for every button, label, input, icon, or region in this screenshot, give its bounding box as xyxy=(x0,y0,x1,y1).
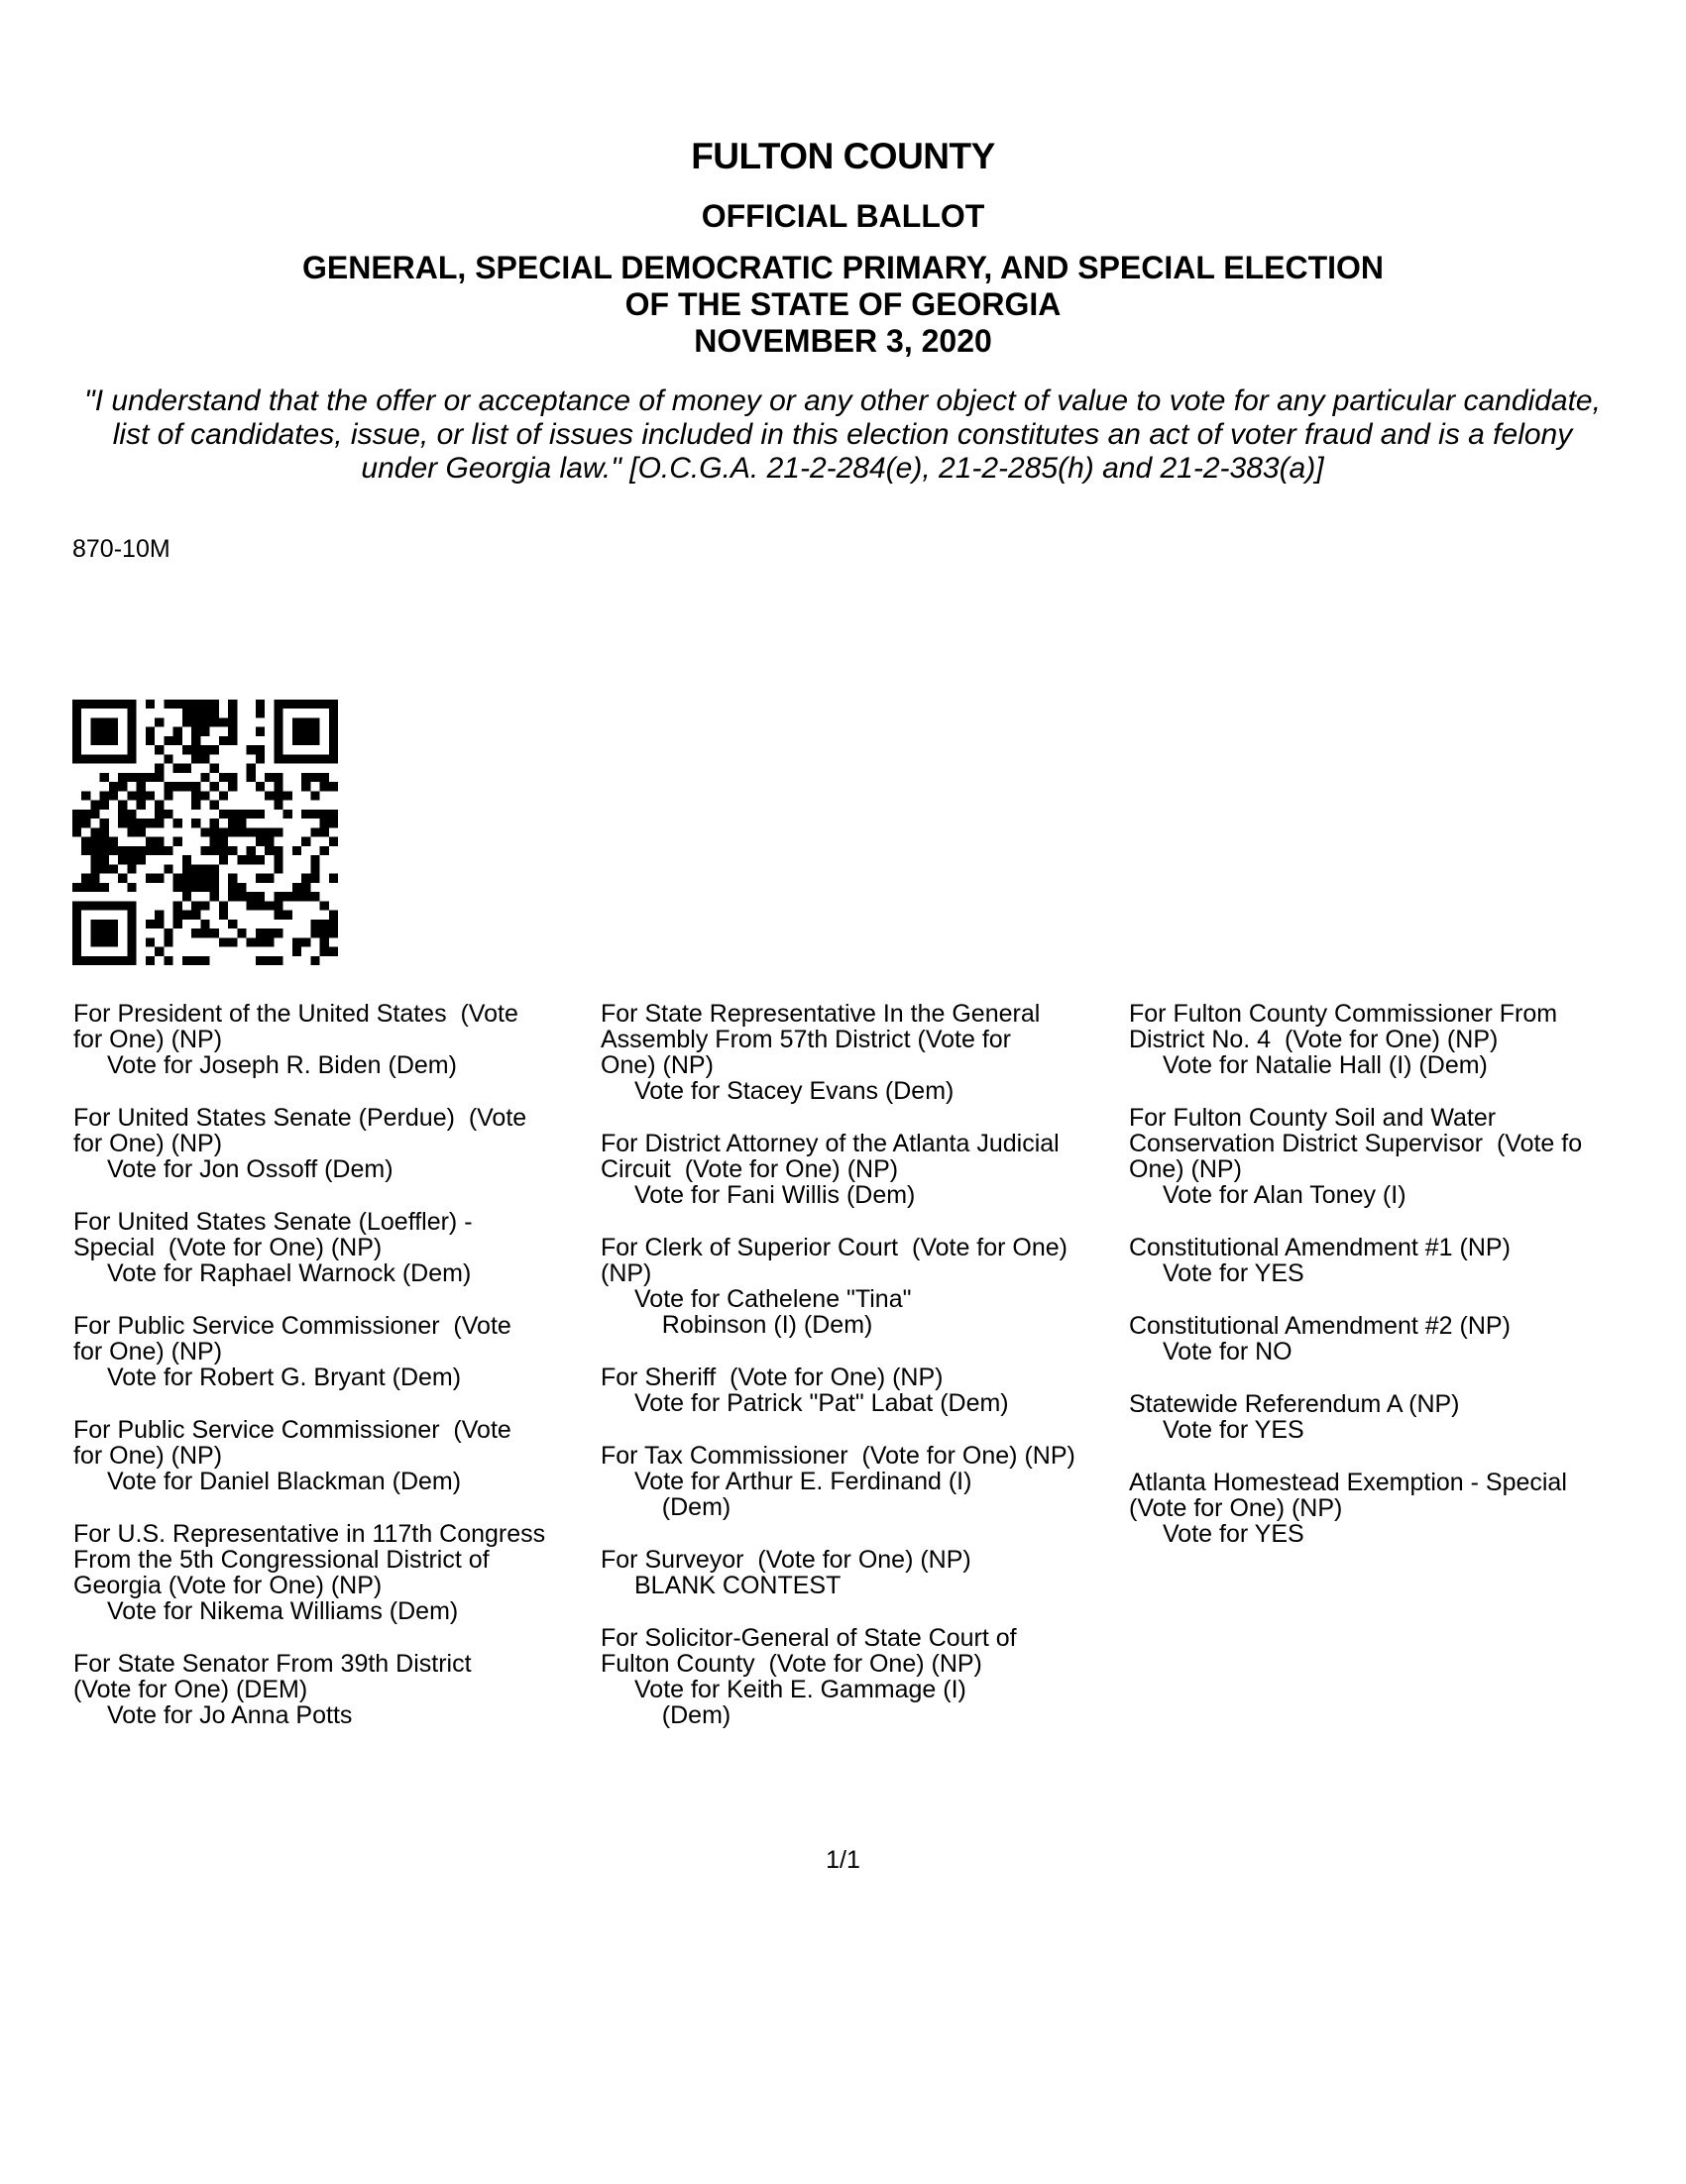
contest-column-3 xyxy=(1129,1001,1679,1574)
contest-title: For Clerk of Superior Court (Vote for One) (NP) xyxy=(601,1234,1068,1287)
contest-choice: Vote for Arthur E. Ferdinand (I) (Dem) xyxy=(634,1468,972,1521)
ballot-code: 870-10M xyxy=(72,535,170,563)
contest-choice: Vote for Cathelene "Tina" Robinson (I) (Dem) xyxy=(634,1285,912,1339)
contest-choice: Vote for Keith E. Gammage (I) (Dem) xyxy=(634,1676,966,1729)
contest-choice: Vote for Patrick "Pat" Labat (Dem) xyxy=(634,1389,1009,1417)
contest xyxy=(73,1001,589,1078)
contest-choice: Vote for NO xyxy=(1163,1338,1293,1365)
contest xyxy=(601,1235,1126,1338)
contest xyxy=(601,1001,1126,1104)
contest-title: For U.S. Representative in 117th Congress From the 5th Congressional District of Georgia (Vote for One) (NP) xyxy=(73,1520,546,1599)
contest xyxy=(601,1443,1126,1520)
county-title: FULTON COUNTY xyxy=(691,136,995,176)
contest-title: For Solicitor-General of State Court of Fulton County (Vote for One) (NP) xyxy=(601,1624,1017,1678)
qr-code-icon xyxy=(72,700,338,965)
contest-choice: BLANK CONTEST xyxy=(634,1572,842,1599)
contest xyxy=(1129,1001,1679,1078)
contest-title: For Tax Commissioner (Vote for One) (NP) xyxy=(601,1442,1075,1470)
contest xyxy=(73,1209,589,1286)
contest-title: For Fulton County Commissioner From District No. 4 (Vote for One) (NP) xyxy=(1129,1000,1558,1053)
contest xyxy=(73,1313,589,1390)
contest-title: For Fulton County Soil and Water Conservation District Supervisor (Vote fo One) (NP) xyxy=(1129,1104,1583,1183)
contest xyxy=(1129,1235,1679,1286)
contest-title: Atlanta Homestead Exemption - Special (Vote for One) (NP) xyxy=(1129,1469,1567,1522)
contest-choice: Vote for YES xyxy=(1163,1259,1304,1287)
election-line-2: OF THE STATE OF GEORGIA xyxy=(624,286,1062,322)
contest-choice: Vote for Stacey Evans (Dem) xyxy=(634,1077,955,1105)
oath-line-1: "I understand that the offer or acceptance of money or any other object of value to vote for any particular candidate, xyxy=(84,384,1601,417)
contest-title: For District Attorney of the Atlanta Judicial Circuit (Vote for One) (NP) xyxy=(601,1130,1060,1183)
page-number: 1/1 xyxy=(826,1846,860,1874)
contest-choice: Vote for Nikema Williams (Dem) xyxy=(107,1597,459,1625)
contest-choice: Vote for Daniel Blackman (Dem) xyxy=(107,1468,462,1495)
contest-title: For United States Senate (Perdue) (Vote for One) (NP) xyxy=(73,1104,527,1157)
election-title xyxy=(0,250,1686,360)
contest xyxy=(73,1651,589,1728)
contest-title: For President of the United States (Vote for One) (NP) xyxy=(73,1000,518,1053)
contest-title: For Sheriff (Vote for One) (NP) xyxy=(601,1364,944,1391)
contest-choice: Vote for Jon Ossoff (Dem) xyxy=(107,1155,393,1183)
oath-line-2: list of candidates, issue, or list of issues included in this election constitutes an act of voter fraud and is a felony xyxy=(112,418,1573,451)
contest-title: For Public Service Commissioner (Vote for One) (NP) xyxy=(73,1416,511,1470)
contest-choice: Vote for Joseph R. Biden (Dem) xyxy=(107,1051,457,1079)
contest-choice: Vote for YES xyxy=(1163,1416,1304,1444)
election-date: NOVEMBER 3, 2020 xyxy=(694,323,992,359)
contest xyxy=(601,1547,1126,1598)
contest-choice: Vote for YES xyxy=(1163,1520,1304,1548)
contest xyxy=(1129,1391,1679,1443)
contest-column-1 xyxy=(73,1001,589,1755)
contest-title: For Surveyor (Vote for One) (NP) xyxy=(601,1546,971,1574)
contest xyxy=(73,1105,589,1182)
contest-choice: Vote for Raphael Warnock (Dem) xyxy=(107,1259,472,1287)
contest xyxy=(73,1417,589,1494)
contest-title: For United States Senate (Loeffler) - Special (Vote for One) (NP) xyxy=(73,1208,473,1261)
contest-title: For State Representative In the General Assembly From 57th District (Vote for One) (NP) xyxy=(601,1000,1041,1079)
ballot-type: OFFICIAL BALLOT xyxy=(701,198,985,234)
contest-choice: Vote for Robert G. Bryant (Dem) xyxy=(107,1364,462,1391)
contest-title: Statewide Referendum A (NP) xyxy=(1129,1390,1460,1418)
contest-column-2 xyxy=(601,1001,1126,1755)
contest xyxy=(601,1131,1126,1208)
contest xyxy=(1129,1105,1679,1208)
contest xyxy=(73,1521,589,1624)
contest-title: Constitutional Amendment #2 (NP) xyxy=(1129,1312,1511,1340)
contest-choice: Vote for Jo Anna Potts xyxy=(107,1701,353,1729)
contest xyxy=(1129,1313,1679,1365)
contest-title: For Public Service Commissioner (Vote for One) (NP) xyxy=(73,1312,511,1365)
contest-title: Constitutional Amendment #1 (NP) xyxy=(1129,1234,1511,1261)
contest-choice: Vote for Natalie Hall (I) (Dem) xyxy=(1163,1051,1488,1079)
contest-title: For State Senator From 39th District (Vote for One) (DEM) xyxy=(73,1650,472,1703)
contest xyxy=(601,1365,1126,1416)
contest-choice: Vote for Alan Toney (I) xyxy=(1163,1181,1406,1209)
contest xyxy=(1129,1470,1679,1547)
contest xyxy=(601,1625,1126,1728)
oath-line-3: under Georgia law." [O.C.G.A. 21-2-284(e), 21-2-285(h) and 21-2-383(a)] xyxy=(361,452,1324,485)
contest-choice: Vote for Fani Willis (Dem) xyxy=(634,1181,916,1209)
election-line-1: GENERAL, SPECIAL DEMOCRATIC PRIMARY, AND SPECIAL ELECTION xyxy=(301,250,1385,285)
voter-oath xyxy=(69,384,1616,486)
